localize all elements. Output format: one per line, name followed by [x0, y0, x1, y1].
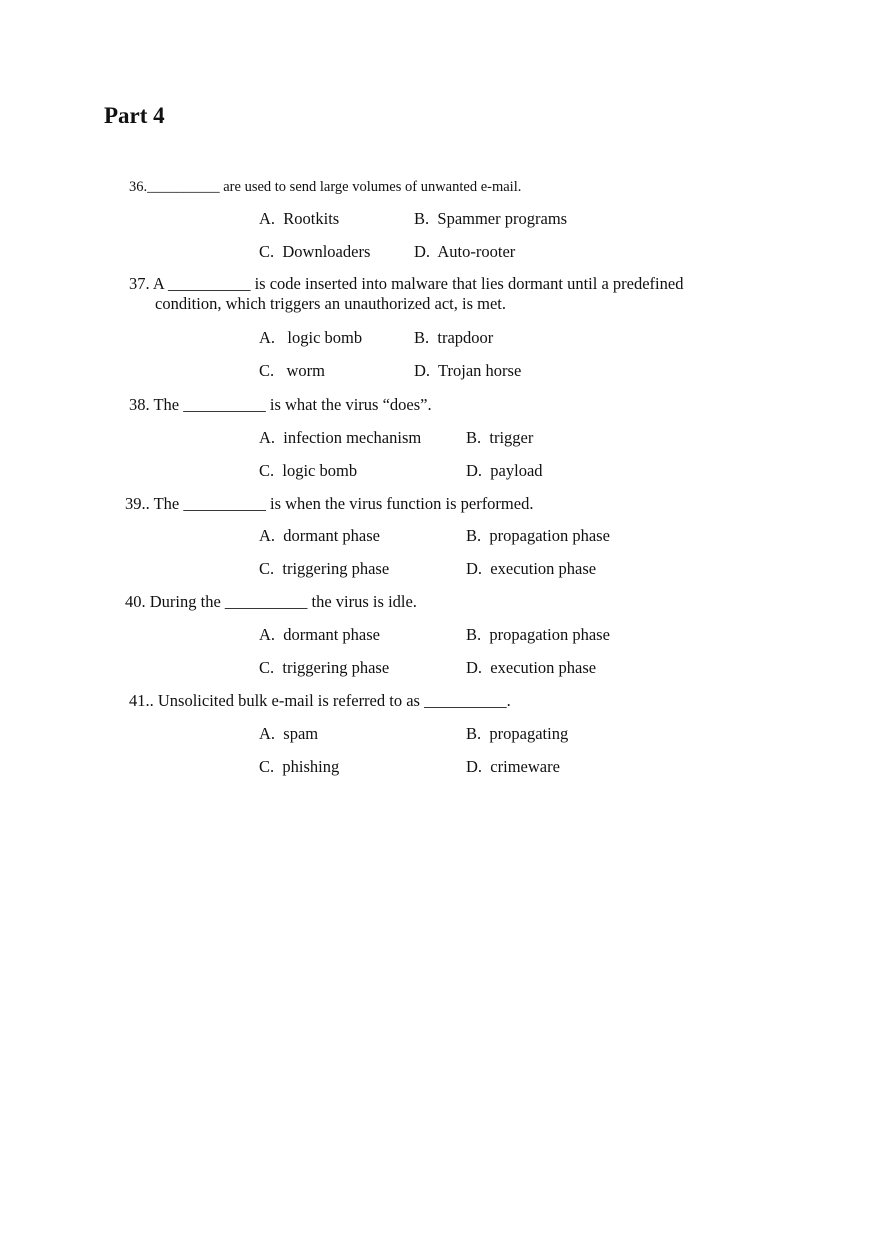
- question-37-text-line-2: condition, which triggers an unauthorized act, is met.: [155, 294, 506, 313]
- option-letter: C.: [259, 658, 275, 677]
- option-letter: C.: [259, 361, 275, 380]
- question-38-option-a: [259, 428, 421, 448]
- question-40-option-c: [259, 658, 389, 678]
- question-39-option-c: [259, 559, 389, 579]
- question-37-option-c: [259, 361, 325, 381]
- option-letter: D.: [414, 242, 431, 261]
- option-text: phishing: [282, 757, 340, 776]
- option-text: logic bomb: [282, 461, 358, 480]
- question-38-text: 38. The __________ is what the virus “does”.: [129, 395, 432, 414]
- option-letter: A.: [259, 724, 276, 743]
- question-38-option-c: [259, 461, 357, 481]
- option-text: payload: [490, 461, 543, 480]
- option-letter: C.: [259, 242, 275, 261]
- option-text: execution phase: [490, 658, 597, 677]
- question-40-option-d: [466, 658, 596, 678]
- question-36-option-c: [259, 242, 370, 262]
- question-36-option-b: [414, 209, 567, 229]
- option-letter: B.: [466, 526, 482, 545]
- option-text: propagation phase: [489, 625, 610, 644]
- option-text: propagating: [489, 724, 569, 743]
- option-letter: B.: [414, 209, 430, 228]
- option-text: dormant phase: [283, 625, 380, 644]
- question-37-option-a: [259, 328, 362, 348]
- option-text: Auto-rooter: [437, 242, 516, 261]
- question-41-option-d: [466, 757, 560, 777]
- question-40-option-b: [466, 625, 610, 645]
- option-letter: D.: [466, 658, 483, 677]
- question-37-text-line-1: 37. A __________ is code inserted into malware that lies dormant until a predefined: [129, 274, 684, 293]
- option-letter: A.: [259, 526, 276, 545]
- option-letter: D.: [414, 361, 431, 380]
- option-text: logic bomb: [287, 328, 363, 347]
- question-39-option-a: [259, 526, 380, 546]
- option-letter: D.: [466, 461, 483, 480]
- option-letter: C.: [259, 559, 275, 578]
- question-36-option-a: [259, 209, 339, 229]
- option-text: Rootkits: [283, 209, 340, 228]
- option-text: propagation phase: [489, 526, 610, 545]
- option-text: spam: [283, 724, 319, 743]
- option-text: dormant phase: [283, 526, 380, 545]
- question-38-option-b: [466, 428, 533, 448]
- option-letter: C.: [259, 757, 275, 776]
- option-letter: B.: [414, 328, 430, 347]
- question-39-option-b: [466, 526, 610, 546]
- question-39-text: 39.. The __________ is when the virus function is performed.: [125, 494, 534, 513]
- option-text: trigger: [489, 428, 534, 447]
- page-title: Part 4: [104, 103, 165, 128]
- question-41-option-a: [259, 724, 318, 744]
- question-36-option-d: [414, 242, 515, 262]
- option-letter: D.: [466, 559, 483, 578]
- option-text: infection mechanism: [283, 428, 422, 447]
- option-text: crimeware: [490, 757, 560, 776]
- option-text: Downloaders: [282, 242, 371, 261]
- question-41-text: 41.. Unsolicited bulk e-mail is referred to as __________.: [129, 691, 511, 710]
- question-41-option-b: [466, 724, 568, 744]
- question-36-text: 36.__________ are used to send large volumes of unwanted e-mail.: [129, 179, 522, 195]
- option-text: Spammer programs: [437, 209, 568, 228]
- question-38-option-d: [466, 461, 543, 481]
- question-40-option-a: [259, 625, 380, 645]
- option-letter: B.: [466, 724, 482, 743]
- option-letter: A.: [259, 328, 276, 347]
- option-letter: A.: [259, 209, 276, 228]
- option-text: triggering phase: [282, 559, 390, 578]
- option-text: Trojan horse: [438, 361, 522, 380]
- option-letter: A.: [259, 428, 276, 447]
- option-letter: A.: [259, 625, 276, 644]
- question-37-option-d: [414, 361, 521, 381]
- option-text: trapdoor: [437, 328, 494, 347]
- option-text: worm: [286, 361, 326, 380]
- option-letter: B.: [466, 428, 482, 447]
- option-letter: C.: [259, 461, 275, 480]
- question-37-option-b: [414, 328, 493, 348]
- question-41-option-c: [259, 757, 339, 777]
- option-text: triggering phase: [282, 658, 390, 677]
- option-text: execution phase: [490, 559, 597, 578]
- question-40-text: 40. During the __________ the virus is idle.: [125, 592, 417, 611]
- option-letter: B.: [466, 625, 482, 644]
- question-39-option-d: [466, 559, 596, 579]
- option-letter: D.: [466, 757, 483, 776]
